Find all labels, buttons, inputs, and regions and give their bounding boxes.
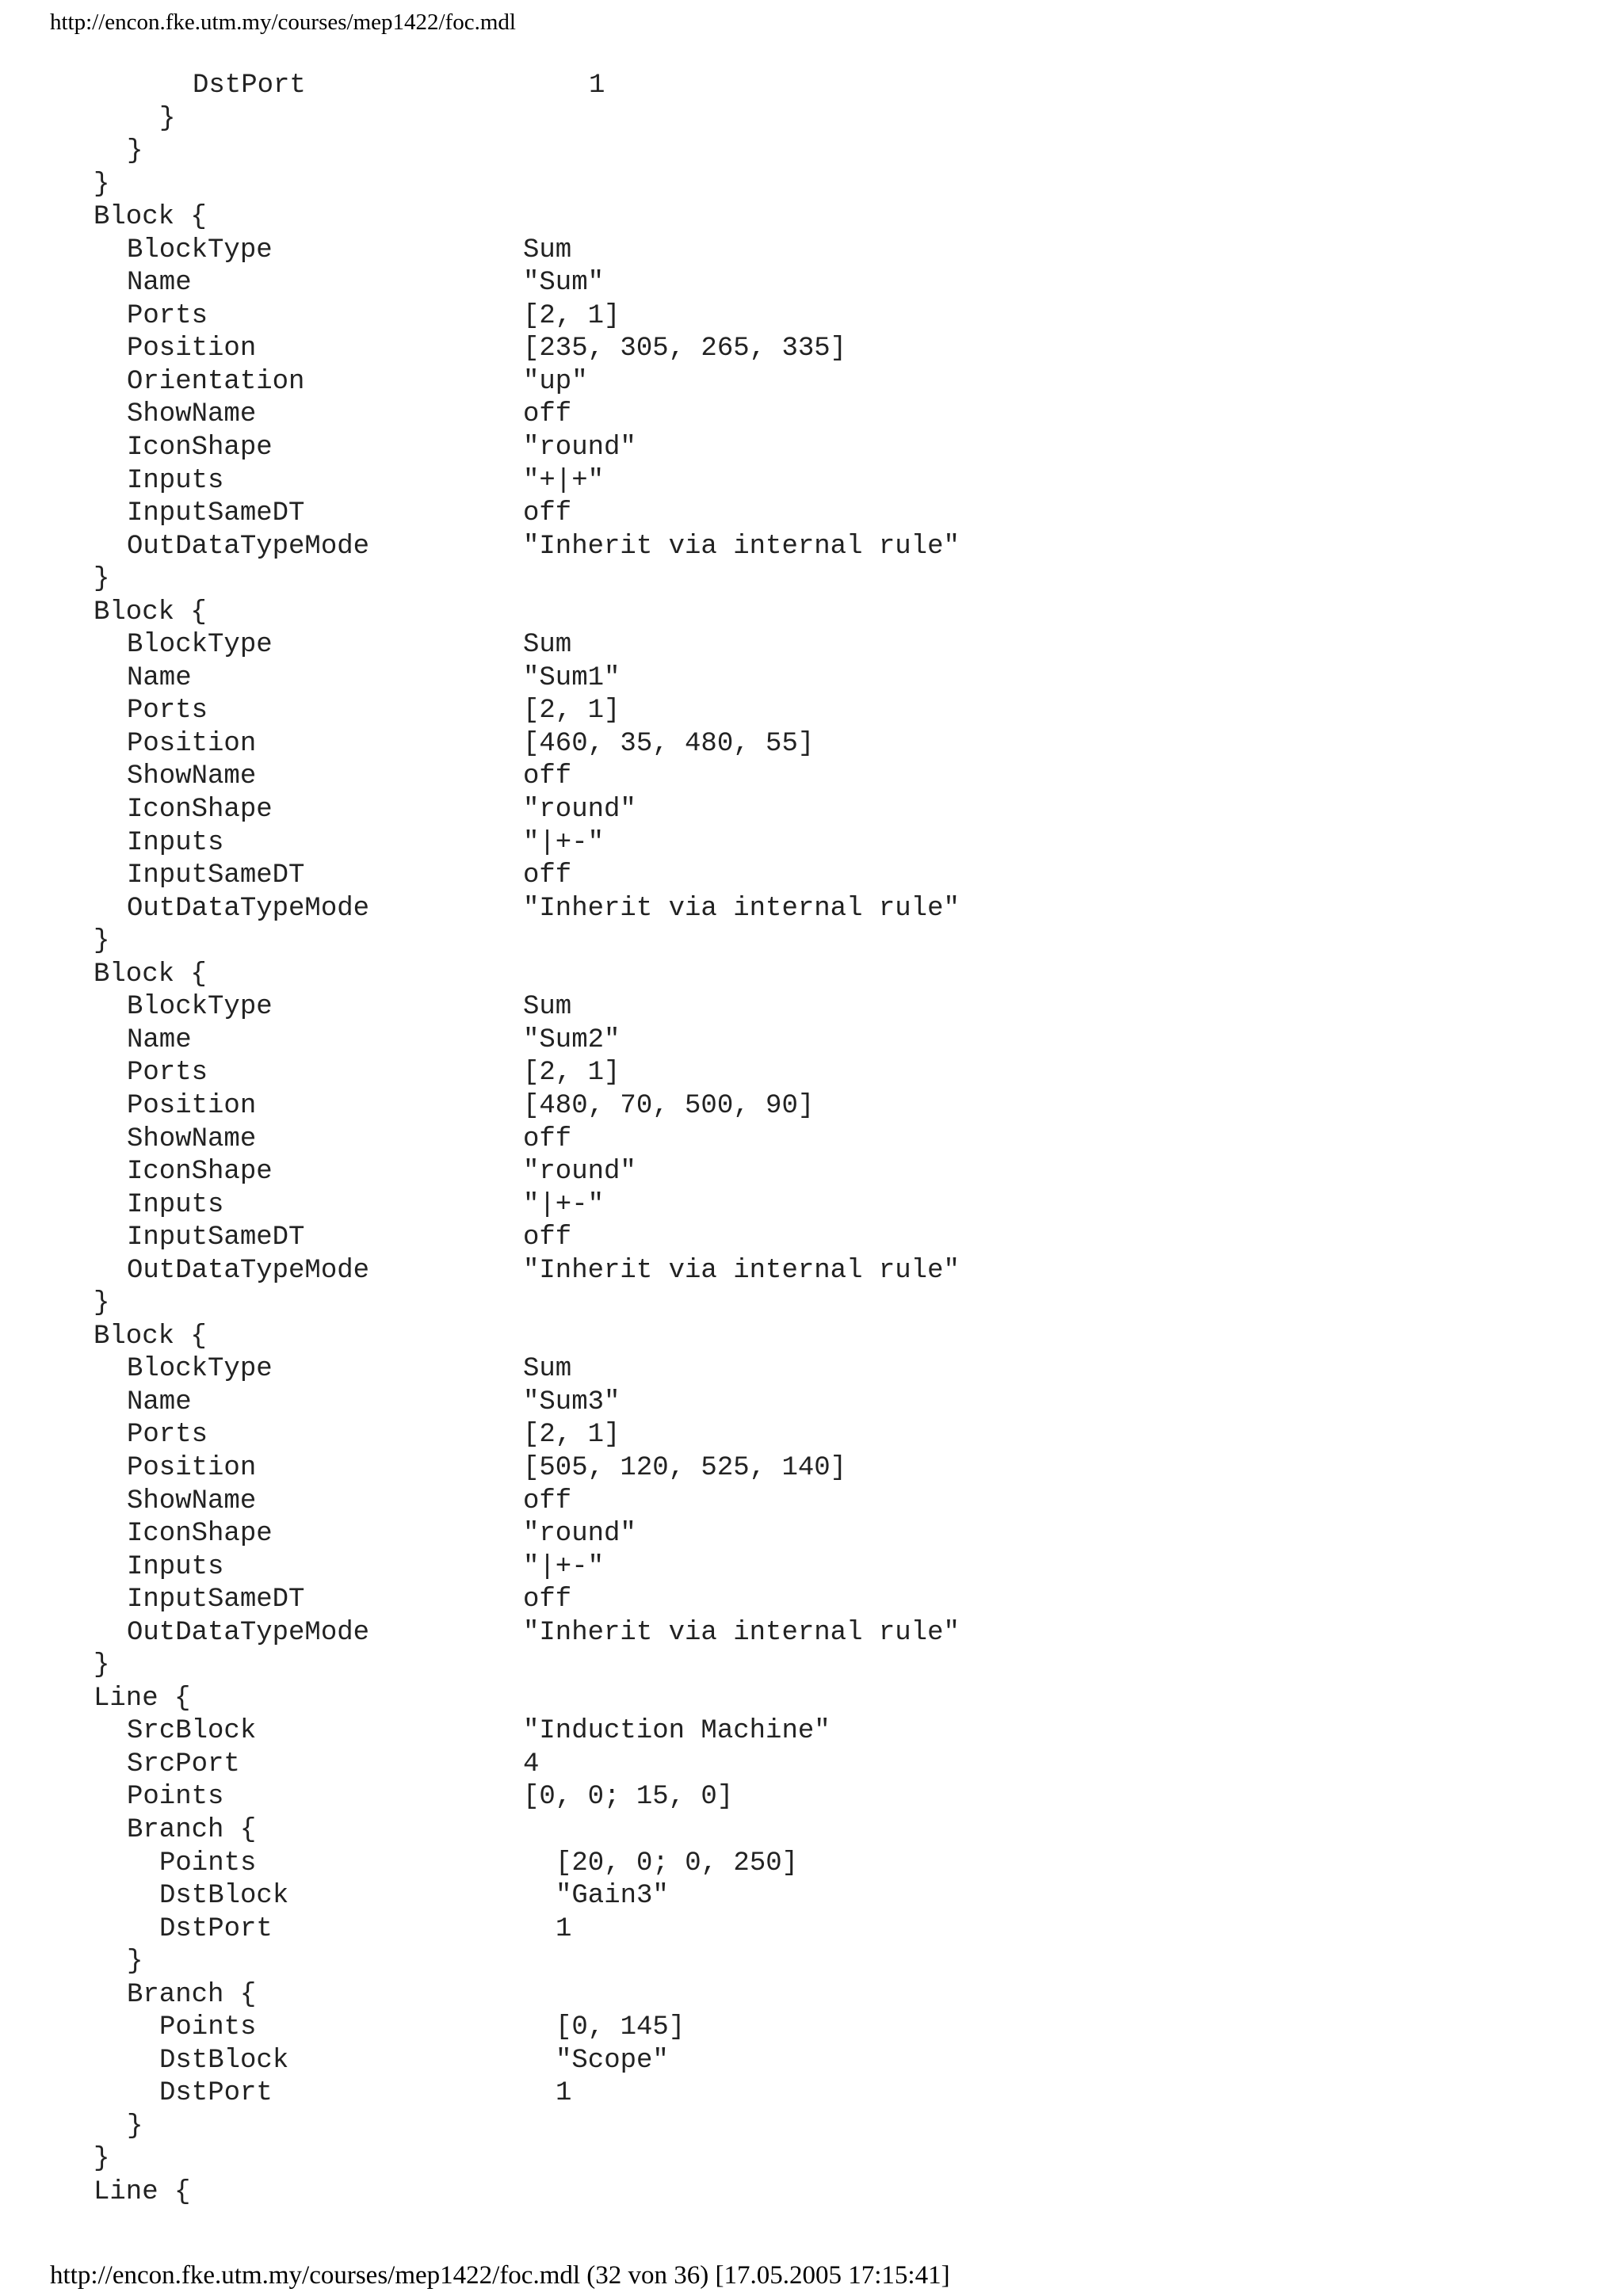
- property-value: 1: [556, 1913, 572, 1944]
- code-line: [0, 827, 1623, 860]
- property-key: Name: [127, 1024, 192, 1055]
- code-line: [0, 1551, 1623, 1585]
- property-key: OutDataTypeMode: [127, 893, 370, 924]
- code-line: [0, 925, 1623, 959]
- property-value: "Inherit via internal rule": [523, 531, 960, 562]
- code-line: [0, 2012, 1623, 2045]
- code-line: [0, 432, 1623, 465]
- property-key: SrcBlock: [127, 1716, 257, 1747]
- structure-token: }: [94, 1650, 110, 1681]
- property-value: "round": [523, 1157, 636, 1188]
- structure-token: Block {: [94, 1321, 207, 1352]
- code-line: [0, 465, 1623, 498]
- code-line: [0, 1287, 1623, 1321]
- property-value: "up": [523, 366, 588, 397]
- property-value: off: [523, 1486, 572, 1516]
- code-line: [0, 1650, 1623, 1683]
- property-value: off: [523, 1222, 572, 1253]
- property-value: [235, 305, 265, 335]: [523, 334, 847, 364]
- structure-token: }: [127, 136, 143, 167]
- property-key: InputSameDT: [127, 498, 305, 529]
- property-value: Sum: [523, 1354, 572, 1385]
- code-line: [0, 1222, 1623, 1255]
- code-line: [0, 2111, 1623, 2144]
- property-value: off: [523, 860, 572, 891]
- property-value: off: [523, 1123, 572, 1154]
- property-key: Ports: [127, 1058, 208, 1089]
- property-key: Ports: [127, 1420, 208, 1451]
- structure-token: Line {: [94, 1683, 191, 1714]
- property-key: BlockType: [127, 992, 273, 1023]
- property-value: [0, 145]: [556, 2012, 685, 2043]
- property-value: [480, 70, 500, 90]: [523, 1090, 815, 1121]
- property-value: "Inherit via internal rule": [523, 1617, 960, 1648]
- property-value: [20, 0; 0, 250]: [556, 1848, 799, 1878]
- code-line: [0, 2176, 1623, 2210]
- property-key: Inputs: [127, 827, 224, 858]
- code-line: [0, 794, 1623, 827]
- code-line: [0, 695, 1623, 728]
- property-key: DstBlock: [159, 1881, 289, 1912]
- structure-token: }: [127, 2111, 143, 2142]
- code-line: [0, 1781, 1623, 1814]
- property-key: Points: [127, 1782, 224, 1813]
- property-key: DstPort: [193, 71, 306, 101]
- property-key: BlockType: [127, 630, 273, 661]
- code-line: [0, 1057, 1623, 1090]
- property-key: Inputs: [127, 465, 224, 496]
- property-key: DstPort: [159, 1913, 273, 1944]
- property-key: InputSameDT: [127, 860, 305, 891]
- property-value: 1: [589, 71, 605, 101]
- property-value: [2, 1]: [523, 300, 621, 331]
- property-value: [0, 0; 15, 0]: [523, 1782, 734, 1813]
- structure-token: Branch {: [127, 1979, 257, 2010]
- property-key: Position: [127, 1452, 257, 1483]
- code-line: [0, 498, 1623, 531]
- code-line: [0, 1715, 1623, 1749]
- property-value: [2, 1]: [523, 1058, 621, 1089]
- property-value: "|+-": [523, 1551, 605, 1582]
- code-line: [0, 893, 1623, 926]
- code-line: [0, 1617, 1623, 1650]
- structure-token: }: [94, 169, 110, 200]
- property-value: off: [523, 399, 572, 430]
- code-line: [0, 1386, 1623, 1420]
- code-line: [0, 761, 1623, 794]
- code-line: [0, 1189, 1623, 1222]
- property-key: BlockType: [127, 1354, 273, 1385]
- code-line: [0, 103, 1623, 136]
- code-line: [0, 1090, 1623, 1123]
- code-line: [0, 531, 1623, 564]
- code-line: [0, 201, 1623, 235]
- code-line: [0, 70, 1623, 103]
- property-key: IconShape: [127, 795, 273, 826]
- property-value: "Sum3": [523, 1386, 621, 1417]
- code-line: [0, 1814, 1623, 1848]
- property-value: "Sum1": [523, 662, 621, 693]
- property-key: IconShape: [127, 433, 273, 463]
- property-value: off: [523, 498, 572, 529]
- property-key: OutDataTypeMode: [127, 531, 370, 562]
- structure-token: Branch {: [127, 1814, 257, 1845]
- property-value: off: [523, 761, 572, 792]
- code-line: [0, 1156, 1623, 1189]
- code-line: [0, 1683, 1623, 1716]
- code-line: [0, 1913, 1623, 1947]
- code-line: [0, 2077, 1623, 2111]
- code-line: [0, 1255, 1623, 1288]
- property-value: "Induction Machine": [523, 1716, 831, 1747]
- property-value: "+|+": [523, 465, 605, 496]
- property-key: Orientation: [127, 366, 305, 397]
- property-value: "|+-": [523, 827, 605, 858]
- code-line: [0, 728, 1623, 761]
- mdl-code-listing: [0, 70, 1623, 2210]
- property-value: off: [523, 1585, 572, 1615]
- structure-token: }: [94, 564, 110, 595]
- code-line: [0, 1452, 1623, 1486]
- code-line: [0, 1518, 1623, 1551]
- property-key: Inputs: [127, 1189, 224, 1220]
- property-key: Position: [127, 1090, 257, 1121]
- code-line: [0, 135, 1623, 169]
- property-value: "Inherit via internal rule": [523, 893, 960, 924]
- property-key: Inputs: [127, 1551, 224, 1582]
- code-line: [0, 991, 1623, 1024]
- property-key: ShowName: [127, 761, 257, 792]
- code-line: [0, 1848, 1623, 1881]
- property-value: "round": [523, 795, 636, 826]
- property-value: Sum: [523, 630, 572, 661]
- code-line: [0, 2045, 1623, 2078]
- property-value: "Gain3": [556, 1881, 669, 1912]
- code-line: [0, 597, 1623, 630]
- structure-token: }: [94, 1288, 110, 1319]
- page-header-url: http://encon.fke.utm.my/courses/mep1422/foc.mdl: [50, 10, 516, 35]
- property-value: [2, 1]: [523, 1420, 621, 1451]
- code-line: [0, 959, 1623, 992]
- property-key: ShowName: [127, 1486, 257, 1516]
- property-value: "round": [523, 433, 636, 463]
- property-key: Points: [159, 1848, 257, 1878]
- code-line: [0, 366, 1623, 399]
- code-line: [0, 333, 1623, 366]
- structure-token: Line {: [94, 2177, 191, 2207]
- property-key: OutDataTypeMode: [127, 1255, 370, 1286]
- property-value: 1: [556, 2078, 572, 2109]
- structure-token: }: [159, 103, 176, 134]
- structure-token: Block {: [94, 202, 207, 233]
- code-line: [0, 1419, 1623, 1452]
- property-key: IconShape: [127, 1157, 273, 1188]
- property-key: Ports: [127, 696, 208, 727]
- code-line: [0, 1749, 1623, 1782]
- code-line: [0, 2143, 1623, 2176]
- property-key: Position: [127, 334, 257, 364]
- code-line: [0, 860, 1623, 893]
- structure-token: }: [94, 926, 110, 957]
- property-value: 4: [523, 1749, 540, 1779]
- property-key: Position: [127, 728, 257, 759]
- property-value: [460, 35, 480, 55]: [523, 728, 815, 759]
- property-key: DstBlock: [159, 2045, 289, 2076]
- property-key: Name: [127, 662, 192, 693]
- page-footer: http://encon.fke.utm.my/courses/mep1422/foc.mdl (32 von 36) [17.05.2005 17:15:41]: [50, 2261, 950, 2290]
- code-line: [0, 399, 1623, 432]
- property-key: BlockType: [127, 235, 273, 265]
- code-line: [0, 1024, 1623, 1058]
- code-line: [0, 1946, 1623, 1979]
- property-value: "Inherit via internal rule": [523, 1255, 960, 1286]
- code-line: [0, 1321, 1623, 1354]
- code-line: [0, 235, 1623, 268]
- property-key: Name: [127, 1386, 192, 1417]
- property-key: InputSameDT: [127, 1585, 305, 1615]
- property-key: InputSameDT: [127, 1222, 305, 1253]
- code-line: [0, 662, 1623, 696]
- code-line: [0, 1979, 1623, 2012]
- property-value: Sum: [523, 992, 572, 1023]
- property-key: SrcPort: [127, 1749, 240, 1779]
- code-line: [0, 169, 1623, 202]
- property-value: [505, 120, 525, 140]: [523, 1452, 847, 1483]
- structure-token: }: [94, 2144, 110, 2175]
- structure-token: }: [127, 1947, 143, 1978]
- property-key: Ports: [127, 300, 208, 331]
- structure-token: Block {: [94, 597, 207, 627]
- code-line: [0, 267, 1623, 300]
- code-line: [0, 300, 1623, 334]
- code-line: [0, 563, 1623, 597]
- property-value: [2, 1]: [523, 696, 621, 727]
- property-value: Sum: [523, 235, 572, 265]
- property-value: "Sum": [523, 268, 605, 299]
- property-value: "round": [523, 1519, 636, 1550]
- code-line: [0, 1486, 1623, 1519]
- code-line: [0, 1353, 1623, 1386]
- structure-token: Block {: [94, 959, 207, 990]
- property-value: "Scope": [556, 2045, 669, 2076]
- property-key: DstPort: [159, 2078, 273, 2109]
- property-key: Name: [127, 268, 192, 299]
- property-value: "|+-": [523, 1189, 605, 1220]
- property-key: Points: [159, 2012, 257, 2043]
- code-line: [0, 629, 1623, 662]
- property-key: ShowName: [127, 399, 257, 430]
- property-key: IconShape: [127, 1519, 273, 1550]
- code-line: [0, 1880, 1623, 1913]
- property-value: "Sum2": [523, 1024, 621, 1055]
- code-line: [0, 1123, 1623, 1157]
- property-key: ShowName: [127, 1123, 257, 1154]
- code-line: [0, 1584, 1623, 1617]
- property-key: OutDataTypeMode: [127, 1617, 370, 1648]
